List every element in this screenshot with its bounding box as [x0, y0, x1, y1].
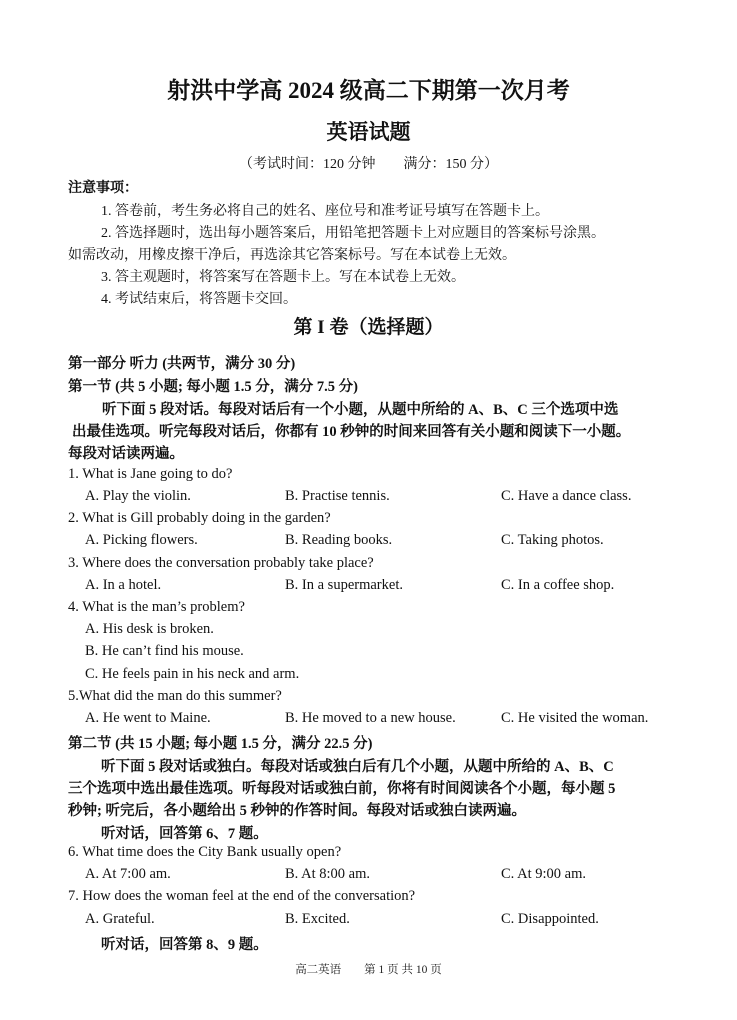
- section2-instructions: 听下面 5 段对话或独白。每段对话或独白后有几个小题，从题中所给的 A、B、C: [101, 759, 614, 775]
- section2-instructions: 三个选项中选出最佳选项。听每段对话或独白前，你将有时间阅读各个小题，每小题 5: [68, 781, 616, 797]
- option-c: C. He feels pain in his neck and arm.: [85, 666, 300, 682]
- notes-heading: 注意事项：: [68, 181, 138, 196]
- option-b: B. He can’t find his mouse.: [85, 643, 244, 659]
- option-c: C. In a coffee shop.: [501, 577, 615, 593]
- volume-title: 第 I 卷（选择题）: [293, 317, 444, 338]
- option-b: B. Practise tennis.: [285, 488, 390, 504]
- option-b: B. Excited.: [285, 911, 350, 927]
- section1-instructions: 听下面 5 段对话。每段对话后有一个小题，从题中所给的 A、B、C 三个选项中选: [102, 402, 619, 418]
- section1-instructions: 每段对话读两遍。: [68, 446, 184, 462]
- question-6: 6. What time does the City Bank usually open?: [68, 844, 342, 860]
- note-item: 4. 考试结束后，将答题卡交回。: [101, 292, 297, 307]
- option-a: A. He went to Maine.: [85, 710, 211, 726]
- option-b: B. He moved to a new house.: [285, 710, 456, 726]
- section2-title: 第二节 (共 15 小题; 每小题 1.5 分，满分 22.5 分): [68, 736, 373, 752]
- note-item: 如需改动，用橡皮擦干净后，再选涂其它答案标号。写在本试卷上无效。: [68, 248, 516, 263]
- exam-info: （考试时间：120 分钟 满分：150 分）: [239, 157, 498, 172]
- option-c: C. Disappointed.: [501, 911, 599, 927]
- exam-title: 射洪中学高 2024 级高二下期第一次月考: [167, 78, 570, 103]
- option-c: C. He visited the woman.: [501, 710, 649, 726]
- question-4: 4. What is the man’s problem?: [68, 599, 245, 615]
- option-a: A. In a hotel.: [85, 577, 162, 593]
- section1-instructions: 出最佳选项。听完每段对话后，你都有 10 秒钟的时间来回答有关小题和阅读下一小题。: [72, 424, 631, 440]
- note-item: 2. 答选择题时，选出每小题答案后，用铅笔把答题卡上对应题目的答案标号涂黑。: [101, 226, 605, 241]
- question-3: 3. Where does the conversation probably take place?: [68, 555, 374, 571]
- dialogue-header: 听对话，回答第 8、9 题。: [101, 937, 268, 953]
- option-c: C. Have a dance class.: [501, 488, 632, 504]
- question-7: 7. How does the woman feel at the end of the conversation?: [68, 888, 416, 904]
- question-1: 1. What is Jane going to do?: [68, 466, 233, 482]
- section1-title: 第一节 (共 5 小题; 每小题 1.5 分，满分 7.5 分): [68, 379, 358, 395]
- dialogue-header: 听对话，回答第 6、7 题。: [101, 826, 268, 842]
- option-b: B. In a supermarket.: [285, 577, 403, 593]
- option-a: A. At 7:00 am.: [85, 866, 171, 882]
- option-a: A. Grateful.: [85, 911, 155, 927]
- option-b: B. At 8:00 am.: [285, 866, 370, 882]
- section2-instructions: 秒钟; 听完后，各小题给出 5 秒钟的作答时间。每段对话或独白读两遍。: [68, 803, 526, 819]
- page-footer: 高二英语 第 1 页 共 10 页: [295, 964, 442, 976]
- subject-title: 英语试题: [326, 120, 411, 144]
- option-a: A. His desk is broken.: [85, 621, 214, 637]
- option-a: A. Play the violin.: [85, 488, 191, 504]
- question-2: 2. What is Gill probably doing in the garden?: [68, 510, 331, 526]
- option-b: B. Reading books.: [285, 532, 393, 548]
- note-item: 3. 答主观题时，将答案写在答题卡上。写在本试卷上无效。: [101, 270, 465, 285]
- part1-title: 第一部分 听力 (共两节，满分 30 分): [68, 356, 296, 372]
- option-c: C. Taking photos.: [501, 532, 604, 548]
- option-c: C. At 9:00 am.: [501, 866, 586, 882]
- note-item: 1. 答卷前，考生务必将自己的姓名、座位号和准考证号填写在答题卡上。: [101, 204, 549, 219]
- option-a: A. Picking flowers.: [85, 532, 198, 548]
- question-5: 5.What did the man do this summer?: [68, 688, 282, 704]
